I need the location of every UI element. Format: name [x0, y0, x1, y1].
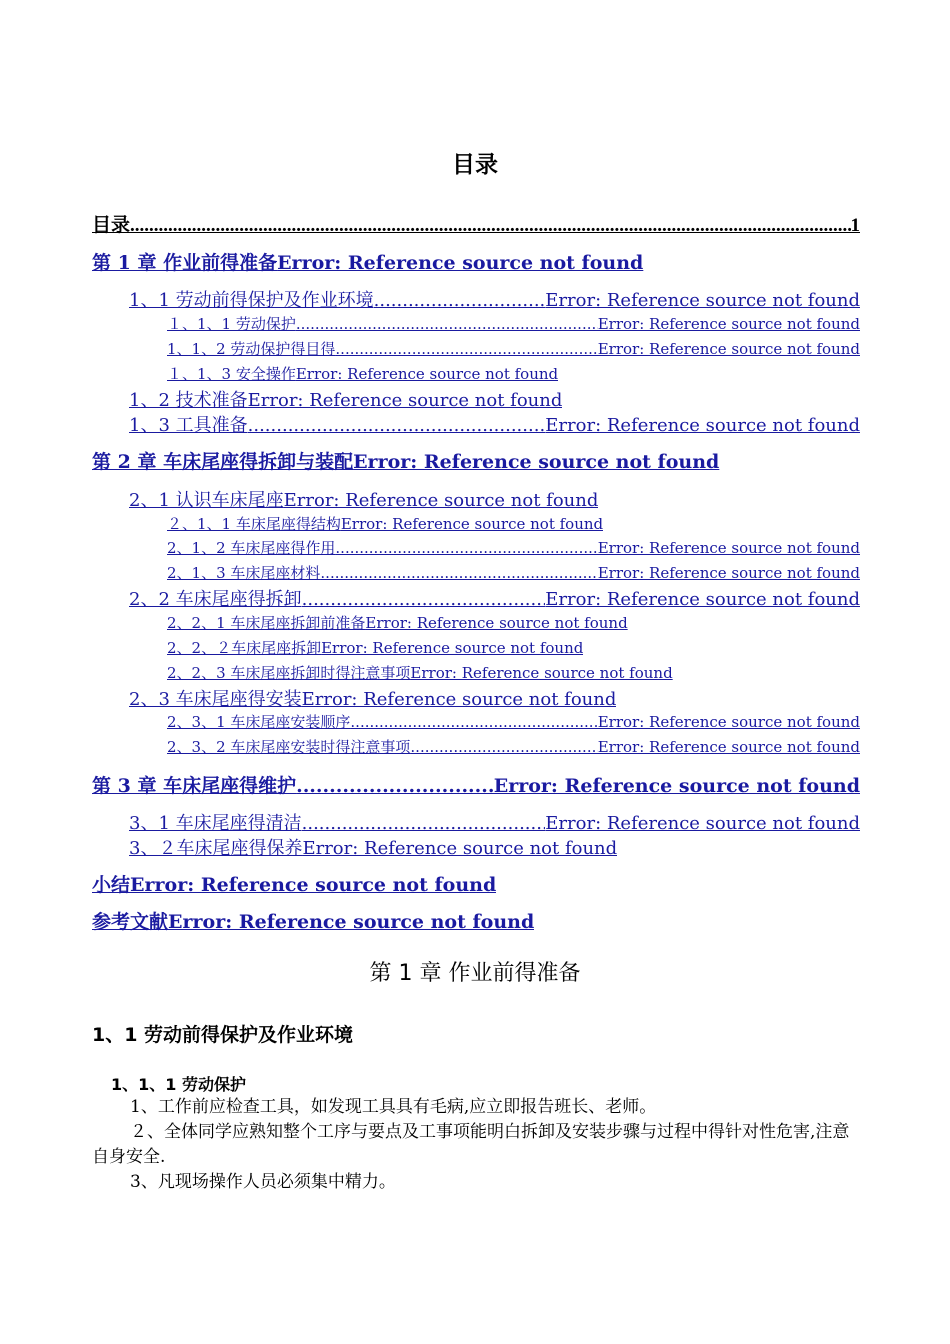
toc-leader-dots	[410, 738, 597, 756]
toc-entry-label: 1、2 技术准备	[129, 390, 248, 411]
toc-entry-3-2[interactable]	[129, 834, 617, 860]
paragraph-text: 1、工作前应检查工具，如发现工具具有毛病,应立即报告班长、老师。	[130, 1097, 657, 1117]
toc-entry-label: 2、3、1 车床尾座安装顺序	[167, 713, 351, 731]
toc-entry-label: 参考文献	[92, 911, 169, 933]
toc-entry-2-3-1[interactable]	[167, 711, 860, 732]
toc-entry-2-1-2[interactable]	[167, 537, 860, 558]
toc-entry-label: 2、2、3 车床尾座拆卸时得注意事项	[167, 664, 411, 682]
toc-page-ref: Error: Reference source not found	[597, 315, 860, 333]
toc-page-ref: Error: Reference source not found	[302, 838, 618, 859]
toc-page-ref: Error: Reference source not found	[130, 874, 497, 896]
paragraph-text: ２、全体同学应熟知整个工序与要点及工事项能明白拆卸及安装步骤与过程中得针对性危害,注意自身安全.	[92, 1122, 850, 1167]
toc-page-ref: Error: Reference source not found	[493, 775, 860, 797]
toc-page-ref: Error: Reference source not found	[301, 689, 617, 710]
toc-entry-label: 2、1、3 车床尾座材料	[167, 564, 321, 582]
toc-leader-dots	[302, 589, 546, 610]
toc-entry-label: 第 2 章 车床尾座得拆卸与装配	[92, 451, 354, 473]
toc-title: 目录	[452, 152, 498, 178]
toc-entry-2-2-2[interactable]	[167, 637, 583, 658]
toc-entry-2-2-1[interactable]	[167, 612, 628, 633]
chapter-heading: 第 1 章 作业前得准备	[369, 961, 581, 986]
toc-page-ref: Error: Reference source not found	[545, 813, 860, 834]
toc-entry-3-1[interactable]	[129, 809, 860, 835]
toc-page-ref: Error: Reference source not found	[340, 515, 604, 533]
toc-entry-1-2[interactable]	[129, 386, 562, 412]
toc-entry-label: １、1、3 安全操作	[167, 365, 296, 383]
toc-page-ref: Error: Reference source not found	[597, 340, 860, 358]
toc-entry-1-1-2[interactable]	[167, 338, 860, 359]
toc-page-ref: Error: Reference source not found	[295, 365, 559, 383]
toc-entry-2-3[interactable]	[129, 685, 616, 711]
toc-page-ref: Error: Reference source not found	[545, 415, 860, 436]
toc-leader-dots	[320, 564, 597, 582]
toc-entry-label: 小结	[92, 874, 131, 896]
toc-entry-label: 2、2、1 车床尾座拆卸前准备	[167, 614, 366, 632]
toc-entry-label: 第 3 章 车床尾座得维护	[92, 775, 297, 797]
toc-entry-label: 1、1 劳动前得保护及作业环境	[129, 290, 374, 311]
toc-page-ref: Error: Reference source not found	[277, 252, 644, 274]
toc-page-ref: Error: Reference source not found	[168, 911, 535, 933]
toc-page-ref: Error: Reference source not found	[283, 490, 599, 511]
toc-leader-dots	[335, 539, 597, 557]
toc-entry-2-3-2[interactable]	[167, 736, 860, 757]
paragraph-text: 3、凡现场操作人员必须集中精力。	[130, 1172, 396, 1192]
toc-entry-chapter-3[interactable]	[92, 771, 860, 798]
toc-page-ref: Error: Reference source not found	[247, 390, 563, 411]
toc-entry-label: 2、2、２车床尾座拆卸	[167, 639, 322, 657]
toc-page-ref: Error: Reference source not found	[410, 664, 673, 682]
toc-entry-2-1-1[interactable]	[167, 513, 603, 534]
toc-entry-label: １、1、1 劳动保护	[167, 315, 296, 333]
toc-entry-label: 2、2 车床尾座得拆卸	[129, 589, 302, 610]
toc-page-ref: Error: Reference source not found	[597, 738, 860, 756]
toc-entry-2-2[interactable]	[129, 585, 860, 611]
toc-page-ref: Error: Reference source not found	[365, 614, 628, 632]
toc-entry-toc[interactable]	[92, 210, 860, 237]
toc-entry-chapter-2[interactable]	[92, 447, 860, 474]
toc-entry-label: 3、1 车床尾座得清洁	[129, 813, 302, 834]
toc-entry-label: 目录	[92, 215, 131, 236]
toc-entry-label: 1、3 工具准备	[129, 415, 248, 436]
toc-page-ref: Error: Reference source not found	[321, 639, 584, 657]
toc-entry-label: 2、1、2 车床尾座得作用	[167, 539, 336, 557]
toc-entry-1-1-3[interactable]	[167, 363, 558, 384]
toc-leader-dots	[130, 215, 850, 237]
section-heading: 1、1 劳动前得保护及作业环境	[92, 1024, 354, 1046]
toc-leader-dots	[296, 775, 494, 797]
toc-entry-label: 2、3 车床尾座得安装	[129, 689, 302, 710]
toc-page-ref: Error: Reference source not found	[353, 451, 720, 473]
toc-leader-dots	[302, 813, 546, 834]
body-paragraph	[92, 1095, 860, 1120]
toc-leader-dots	[335, 340, 597, 358]
subsection-heading: 1、1、1 劳动保护	[111, 1075, 246, 1094]
body-paragraph	[92, 1170, 860, 1195]
toc-entry-2-1-3[interactable]	[167, 562, 860, 583]
toc-entry-1-3[interactable]	[129, 411, 860, 437]
toc-entry-chapter-1[interactable]	[92, 248, 860, 275]
toc-page-ref: Error: Reference source not found	[545, 290, 860, 311]
toc-entry-2-1[interactable]	[129, 486, 598, 512]
toc-entry-label: ２、1、1 车床尾座得结构	[167, 515, 341, 533]
toc-entry-label: 1、1、2 劳动保护得目得	[167, 340, 336, 358]
toc-leader-dots	[374, 290, 546, 311]
toc-leader-dots	[350, 713, 597, 731]
toc-entry-label: 第 1 章 作业前得准备	[92, 252, 278, 274]
body-paragraph	[92, 1120, 860, 1170]
toc-page-ref: Error: Reference source not found	[545, 589, 860, 610]
toc-leader-dots	[296, 315, 598, 333]
toc-page-ref: Error: Reference source not found	[597, 539, 860, 557]
toc-page-ref: Error: Reference source not found	[597, 564, 860, 582]
toc-entry-1-1-1[interactable]	[167, 313, 860, 334]
toc-entry-label: 2、1 认识车床尾座	[129, 490, 284, 511]
toc-entry-references[interactable]	[92, 907, 534, 934]
toc-leader-dots	[248, 415, 546, 436]
toc-entry-summary[interactable]	[92, 870, 496, 897]
toc-entry-label: 2、3、2 车床尾座安装时得注意事项	[167, 738, 411, 756]
toc-entry-1-1[interactable]	[129, 286, 860, 312]
toc-page-ref: Error: Reference source not found	[597, 713, 860, 731]
toc-entry-2-2-3[interactable]	[167, 662, 673, 683]
toc-entry-label: 3、２车床尾座得保养	[129, 838, 303, 859]
toc-page-ref: 1	[850, 215, 860, 236]
